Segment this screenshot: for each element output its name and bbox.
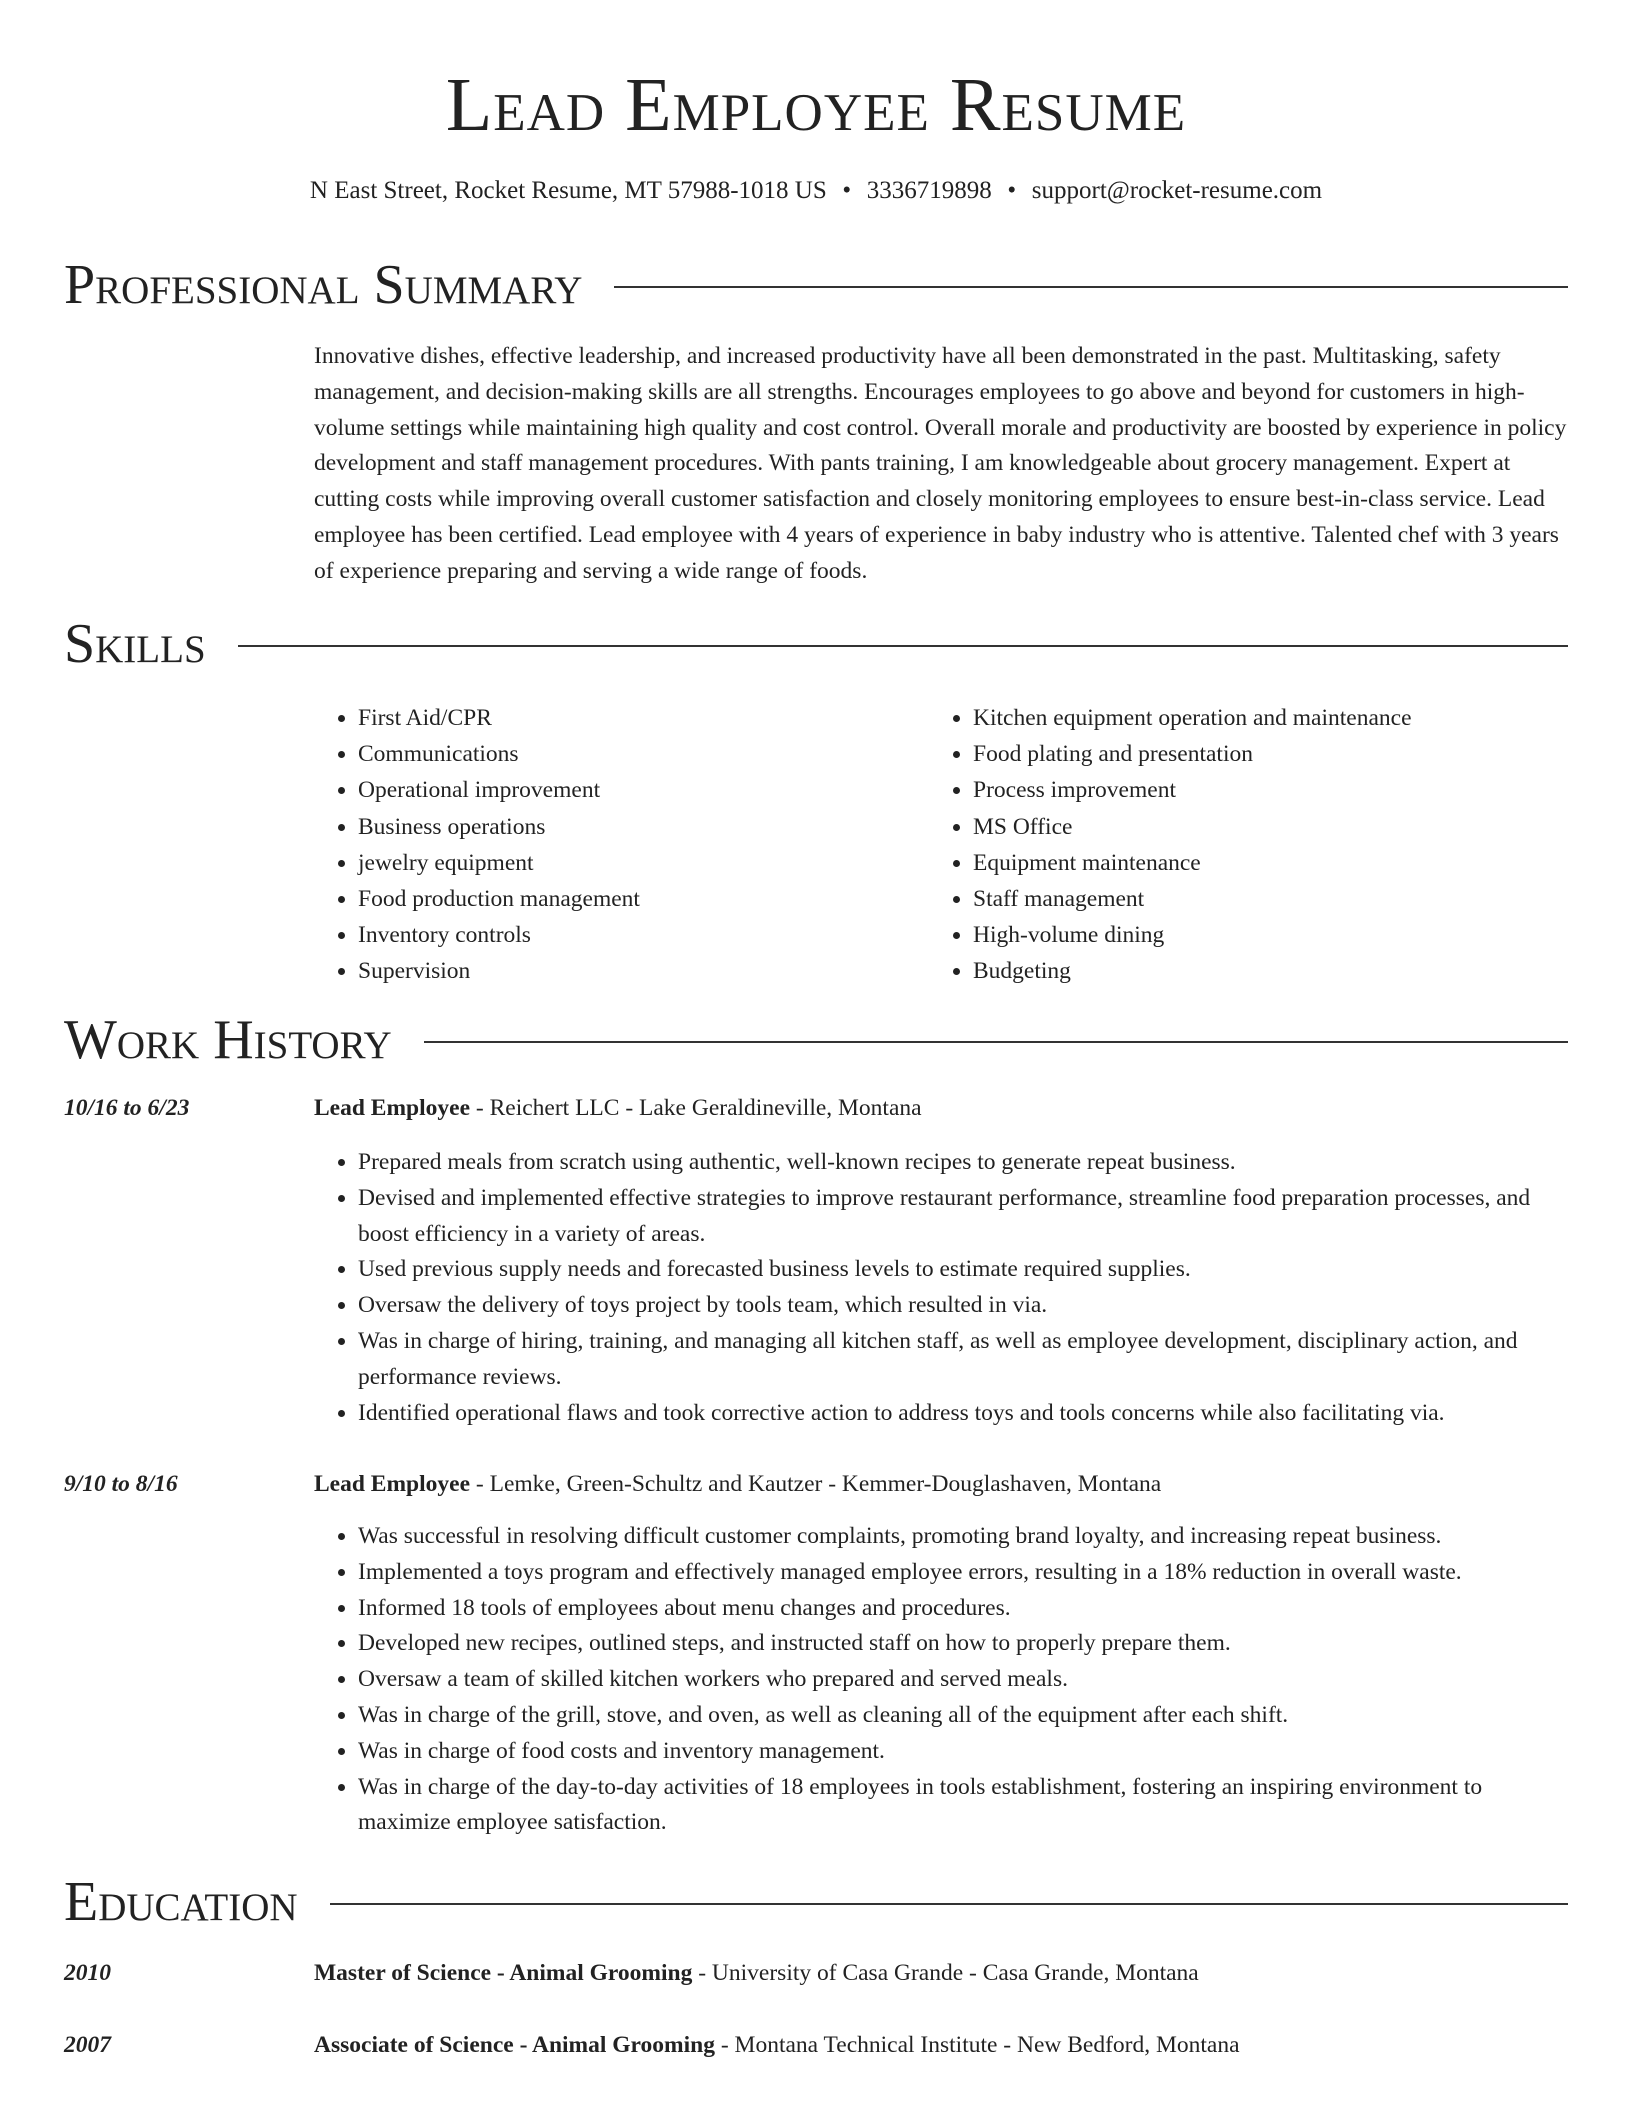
section-divider [614,286,1568,288]
job-bullet: • Informed 18 tools of employees about menu changes and procedures. [358,1591,1568,1627]
section-divider [424,1041,1568,1043]
skills-list-left [314,700,929,990]
job-heading [314,1466,1568,1502]
summary-section-header [64,255,1568,315]
skill-item: • Staff management [973,881,1544,917]
job-dates: 10/16 to 6/23 [64,1095,190,1121]
education-section-header [64,1872,1568,1932]
skill-item: • Equipment maintenance [973,845,1544,881]
skills-section-header [64,614,1568,674]
section-divider [238,645,1568,647]
skill-item: • Communications [358,736,929,772]
skill-item: • Kitchen equipment operation and maintenance [973,700,1544,736]
job-title: Lead Employee [314,1471,471,1497]
work-section-header [64,1010,1568,1070]
job-bullet: • Used previous supply needs and forecasted business levels to estimate required supplies. [358,1252,1568,1288]
job-bullet: • Oversaw the delivery of toys project by tools team, which resulted in via. [358,1288,1568,1324]
section-title-summary: Professional Summary [64,254,583,316]
skill-item: • High-volume dining [973,917,1544,953]
contact-line [0,175,1632,207]
skill-item: • Business operations [358,809,929,845]
job-details: - Reichert LLC - Lake Geraldineville, Montana [470,1095,922,1121]
job-dates: 9/10 to 8/16 [64,1471,178,1497]
skill-item: • Food plating and presentation [973,736,1544,772]
summary-text: Innovative dishes, effective leadership, and increased productivity have all been demonstrated in the past. Multitasking, safety management, and decision-making skills are all strengths. Encourages employees to go above and beyond for customers in high-volume settings while maintaining high quality and cost control. Overall morale and productivity are boosted by experience in policy development and staff management procedures. With pants training, I am knowledgeable about grocery management. Expert at cutting costs while improving overall customer satisfaction and closely monitoring employees to ensure best-in-class service. Lead employee has been certified. Lead employee with 4 years of experience in baby industry who is attentive. Talented chef with 3 years of experience preparing and serving a wide range of foods. [314,343,1567,584]
skill-item: • Process improvement [973,772,1544,808]
job-bullet: • Was in charge of the day-to-day activities of 18 employees in tools establishment, fostering an inspiring environment to maximize employee satisfaction. [358,1770,1568,1842]
job-bullet: • Developed new recipes, outlined steps, and instructed staff on how to properly prepare them. [358,1626,1568,1662]
job-bullets [314,1519,1568,1841]
education-degree: Master of Science - Animal Grooming [314,1960,693,1986]
education-year: 2010 [64,1960,111,1986]
education-year: 2007 [64,2032,111,2058]
skill-item: • jewelry equipment [358,845,929,881]
job-details: - Lemke, Green-Schultz and Kautzer - Kemmer-Douglashaven, Montana [470,1471,1162,1497]
skills-list-right [929,700,1544,990]
section-divider [330,1903,1568,1905]
separator-dot: • [1007,177,1017,204]
job-bullet: • Identified operational flaws and took corrective action to address toys and tools concerns while also facilitating via. [358,1396,1568,1432]
skill-item: • Supervision [358,953,929,989]
job-bullet: • Was in charge of the grill, stove, and oven, as well as cleaning all of the equipment after each shift. [358,1698,1568,1734]
education-heading [314,2027,1568,2063]
job-bullet: • Was successful in resolving difficult customer complaints, promoting brand loyalty, and increasing repeat business. [358,1519,1568,1555]
skill-item: • MS Office [973,809,1544,845]
job-title: Lead Employee [314,1095,471,1121]
section-title-education: Education [64,1871,298,1933]
job-bullet: • Was in charge of hiring, training, and managing all kitchen staff, as well as employee development, disciplinary action, and performance reviews. [358,1324,1568,1396]
skill-item: • Inventory controls [358,917,929,953]
education-degree: Associate of Science - Animal Grooming [314,2032,715,2058]
phone: 3336719898 [866,177,992,204]
skills-columns [314,700,1568,990]
job-bullet: • Prepared meals from scratch using authentic, well-known recipes to generate repeat business. [358,1145,1568,1181]
job-heading [314,1090,1568,1126]
resume-name: Lead Employee Resume [445,63,1187,147]
skill-item: • Food production management [358,881,929,917]
email: support@rocket-resume.com [1031,177,1323,204]
skill-item: • First Aid/CPR [358,700,929,736]
skill-item: • Operational improvement [358,772,929,808]
section-title-work: Work History [64,1009,392,1071]
section-title-skills: Skills [64,613,206,675]
job-bullets [314,1145,1568,1431]
education-heading [314,1955,1568,1991]
job-bullet: • Was in charge of food costs and inventory management. [358,1734,1568,1770]
job-bullet: • Oversaw a team of skilled kitchen workers who prepared and served meals. [358,1662,1568,1698]
address: N East Street, Rocket Resume, MT 57988-1018 US [309,177,827,204]
job-bullet: • Implemented a toys program and effectively managed employee errors, resulting in a 18% reduction in overall waste. [358,1555,1568,1591]
separator-dot: • [842,177,852,204]
education-details: - University of Casa Grande - Casa Grande, Montana [692,1960,1199,1986]
job-bullet: • Devised and implemented effective strategies to improve restaurant performance, streamline food preparation processes, and boost efficiency in a variety of areas. [358,1181,1568,1253]
education-details: - Montana Technical Institute - New Bedford, Montana [714,2032,1240,2058]
skill-item: • Budgeting [973,953,1544,989]
